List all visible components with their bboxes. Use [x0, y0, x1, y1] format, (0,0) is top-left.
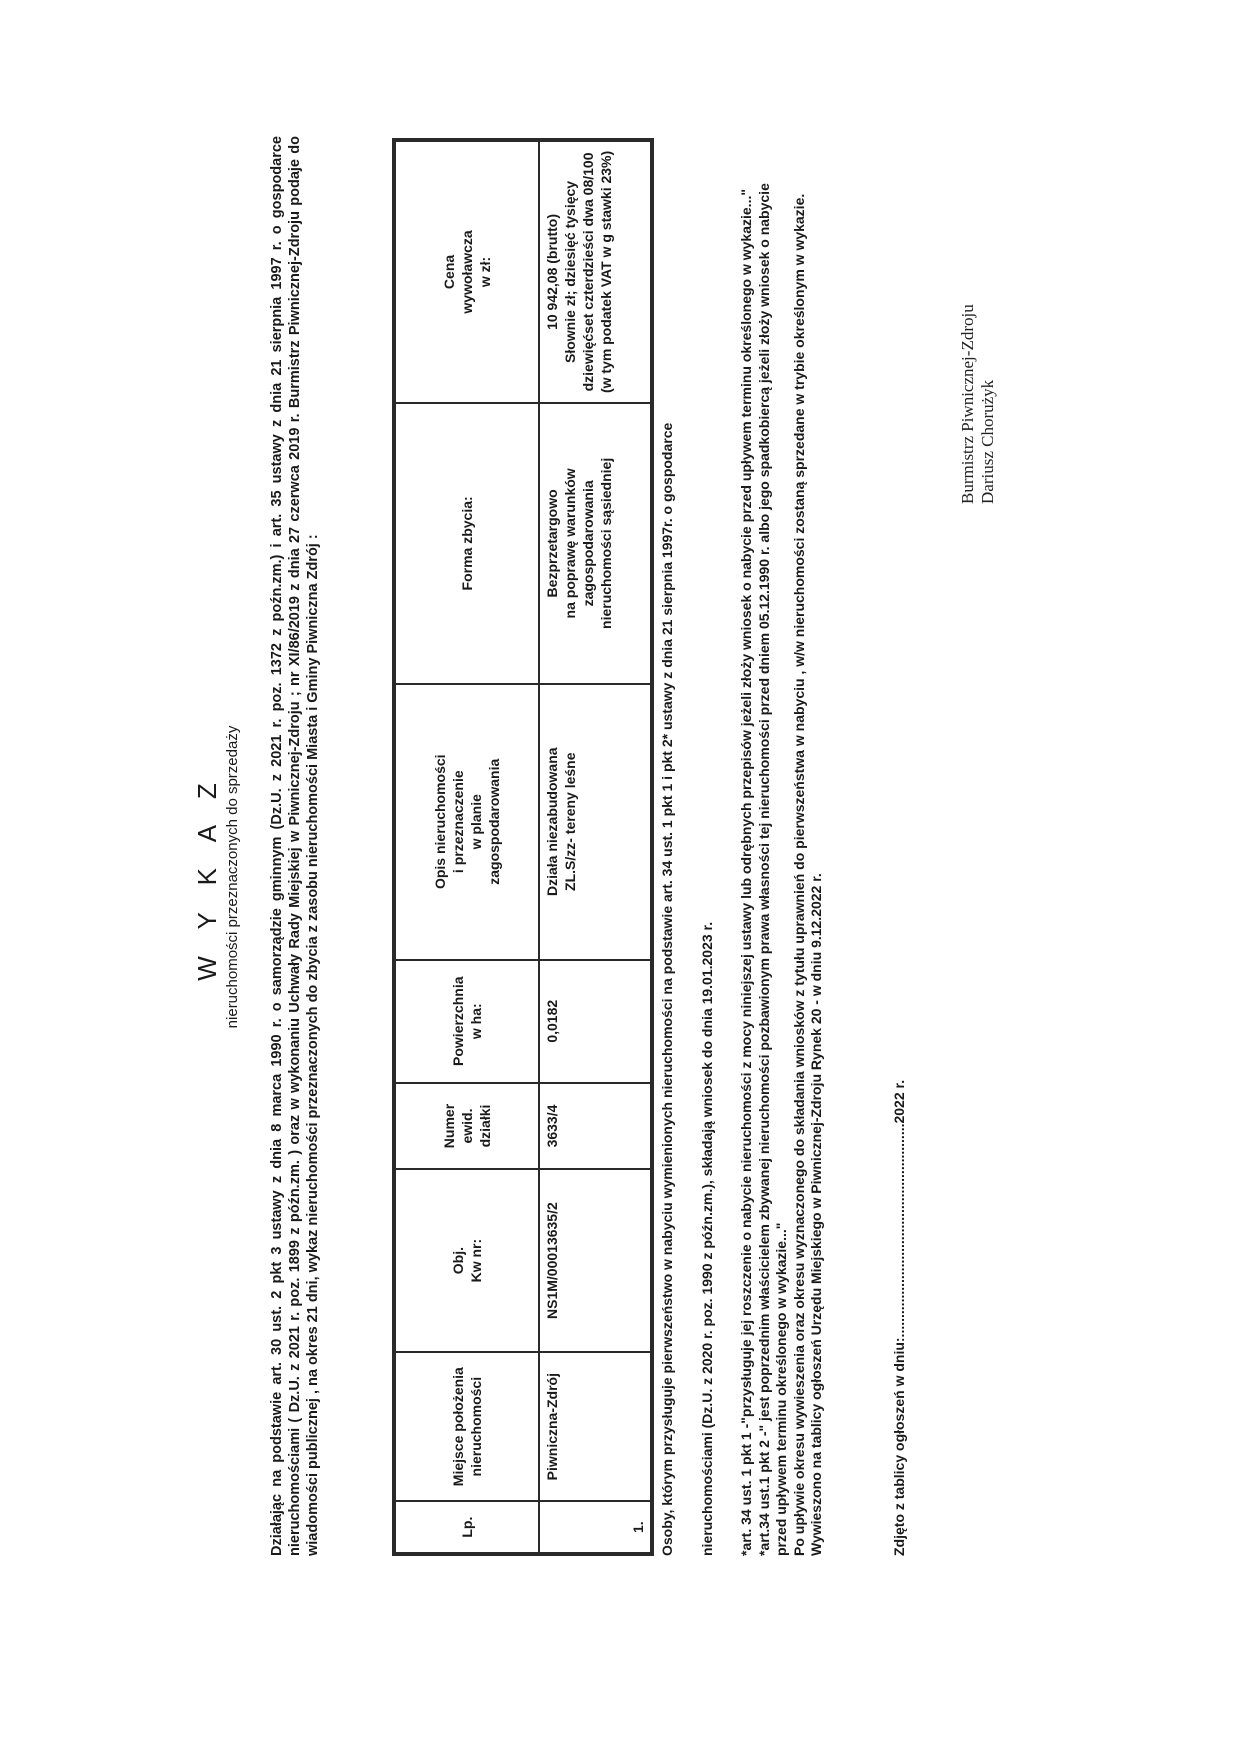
- signature-block: [958, 144, 998, 504]
- header-lp: Lp.: [394, 1501, 539, 1554]
- header-price: Cena wywoławcza w zł:: [394, 140, 539, 403]
- application-deadline: nieruchomościami (Dz.U. z 2020 r. poz. 1990 z późn.zm.), składają wniosek do dnia 19.01.2023 r.: [699, 921, 715, 1556]
- header-form: Forma zbycia:: [394, 403, 539, 684]
- header-location: Miejsce położenia nieruchomości: [394, 1352, 539, 1501]
- cell-location: Piwniczna-Zdrój: [539, 1352, 652, 1501]
- signature-office: Burmistrz Piwnicznej-Zdroju: [958, 304, 977, 504]
- intro-paragraph: Działając na podstawie art. 30 ust. 2 pkt 3 ustawy z dnia 8 marca 1990 r. o samorządzie gminnym (Dz.U. z 2021 r. poz. 1372 z poźn.zm.) i art. 35 ustawy z dnia 21 sierpnia 1997 r. o gospodarce nieruchomościami ( Dz.U. z 2021 r. poz. 1899 z późn.zm. ) oraz w wykonaniu Uchwały Rady Miejskiej w Piwnicznej-Zdroju ; nr XI/86/2019 z dnia 27 czerwca 2019 r. Burmistrz Piwnicznej-Zdroju podaje do wiadomości publicznej , na okres 21 dni, wykaz nieruchomości przeznaczonych do zbycia z zasobu nieruchomości Miasta i Gminy Piwniczna Zdrój :: [269, 136, 321, 1556]
- table-row: [539, 140, 652, 1554]
- priority-notice: Osoby, którym przysługuje pierwszeństwo w nabyciu wymienionych nieruchomości na podstawie art. 34 ust. 1 pkt 1 i pkt 2* ustawy z dnia 21 sierpnia 1997r. o gospodarce: [659, 422, 675, 1556]
- header-parcel: Numer ewid. działki: [394, 1083, 539, 1169]
- property-table: [392, 138, 654, 1556]
- signature-name: Dariusz Chorużyk: [978, 379, 997, 504]
- posted-date: Wywieszono na tablicy ogłoszeń Urzędu Miejskiego w Piwnicznej-Zdroju Rynek 20 - w dniu 9.12.2022 r.: [808, 873, 824, 1556]
- cell-parcel: 3633/4: [539, 1083, 652, 1169]
- cell-kw: NS1M/00013635/2: [539, 1169, 652, 1352]
- header-kw: Obj. Kw nr:: [394, 1169, 539, 1352]
- removed-date: Zdjęto z tablicy ogłoszeń w dniu:.......................................................2022 r.: [891, 1079, 907, 1556]
- table-header-row: [394, 140, 539, 1554]
- footnote-art34-pkt2: *art.34 ust.1 pkt 2 -" jest poprzednim właścicielem zbywanej nieruchomości pozbawionym prawa własności tej nieruchomości przed dniem 05.12.1990 r. albo jego spadkobiercą jeżeli złoży wniosek o nabycie przed upływem terminu określonego w wykazie...": [755, 183, 789, 1556]
- document-subtitle: nieruchomości przeznaczonych do sprzedaży: [224, 725, 241, 1029]
- cell-description: Działa niezabudowana ZL.S/zz- tereny leśne: [539, 684, 652, 960]
- document-title: W Y K A Z: [192, 773, 222, 981]
- footnote-after-period: Po upływie okresu wywieszenia oraz okresu wyznaczonego do składania wniosków z tytułu uprawnień do pierwszeństwa w nabyciu , w/w nieruchomości zostaną sprzedane w trybie określonym w wykazie.: [790, 193, 807, 1556]
- cell-form: Bezprzetargowo na poprawę warunków zagospodarowania nieruchomości sąsiedniej: [539, 403, 652, 684]
- header-description: Opis nieruchomości i przeznaczenie w planie zagospodarowania: [394, 684, 539, 960]
- footnotes: [738, 156, 826, 1556]
- cell-price: 10 942,08 (brutto) Słownie zł; dziesięć tysięcy dziewięćset czterdzieści dwa 08/100 (w tym podatek VAT w g stawki 23%): [539, 140, 652, 403]
- header-area: Powierzchnia w ha:: [394, 960, 539, 1083]
- footnote-art34-pkt1: *art. 34 ust. 1 pkt 1 -"przysługuje jej roszczenie o nabycie nieruchomości z mocy niniejszej ustawy lub odrębnych przepisów jeżeli złoży wniosek o nabycie przed upływem terminu określonego w wykazie...": [738, 189, 754, 1556]
- cell-area: 0,0182: [539, 960, 652, 1083]
- cell-lp: 1.: [539, 1501, 652, 1554]
